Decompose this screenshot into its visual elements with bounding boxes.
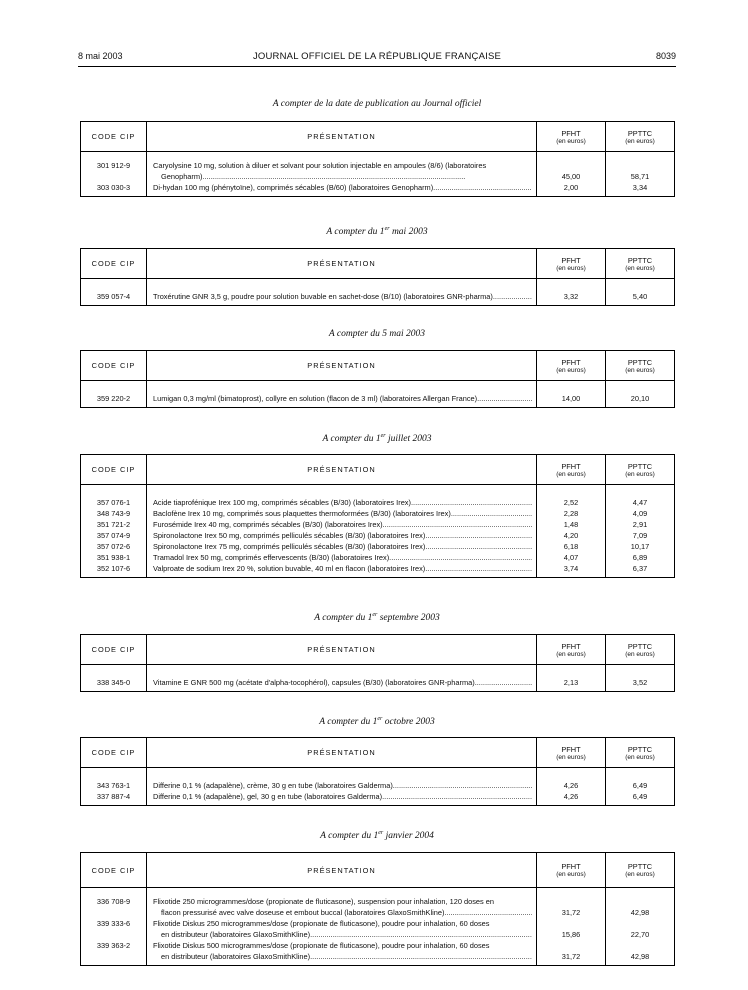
col-header-ppttc-unit: (en euros) [625, 366, 655, 374]
col-header-pfht-unit: (en euros) [556, 470, 586, 478]
col-header-ppttc-label: PPTTC [627, 128, 653, 138]
presentation-cell [147, 182, 537, 193]
section-title-sup: er [377, 716, 383, 722]
section-title-end: janvier 2004 [383, 831, 434, 842]
ppttc-value: 42,98 [606, 940, 675, 962]
col-header-code [81, 249, 147, 279]
section-title-text: A compter du 1 [320, 831, 379, 842]
cip-code: 301 912-9 [81, 160, 147, 182]
table-row [81, 182, 675, 193]
pfht-value: 2,00 [537, 182, 606, 193]
cip-code: 357 076-1 [81, 497, 147, 508]
col-header-pfht [537, 122, 606, 152]
header-journal-title: JOURNAL OFFICIEL DE LA RÉPUBLIQUE FRANÇAISE [252, 51, 502, 62]
ppttc-value: 58,71 [606, 160, 675, 182]
price-table [80, 248, 675, 306]
col-header-presentation [147, 635, 537, 665]
col-header-ppttc-label: PPTTC [627, 862, 653, 871]
col-header-ppttc [606, 853, 675, 888]
col-header-code-label: CODE CIP [91, 132, 136, 141]
col-header-presentation-label: PRÉSENTATION [307, 132, 376, 141]
ppttc-value: 4,09 [606, 508, 675, 519]
col-header-presentation-label: PRÉSENTATION [307, 748, 376, 757]
presentation-cell [147, 791, 537, 802]
section-title [78, 226, 676, 237]
cip-code: 343 763-1 [81, 780, 147, 791]
ppttc-value: 3,52 [606, 677, 675, 688]
col-header-ppttc-label: PPTTC [627, 744, 653, 754]
col-header-pfht-unit: (en euros) [556, 366, 586, 374]
col-header-code [81, 738, 147, 768]
header-rule [78, 66, 676, 67]
pfht-value: 4,20 [537, 530, 606, 541]
table-row [81, 160, 675, 182]
page-header [78, 51, 676, 65]
col-header-ppttc-unit: (en euros) [625, 137, 655, 145]
presentation-line: Flixotide Diskus 250 microgrammes/dose (propionate de fluticasone), poudre pour inhalation, 60 doses [153, 919, 490, 928]
presentation-line: Di-hydan 100 mg (phénytoïne), comprimés sécables (B/60) (laboratoires Genopharm) ..... [153, 182, 532, 193]
col-header-pfht-unit: (en euros) [556, 753, 586, 761]
presentation-line: Caryolysine 10 mg, solution à diluer et solvant pour solution injectable en ampoules (8/6) (laboratoires [153, 161, 487, 170]
ppttc-value: 6,89 [606, 552, 675, 563]
section-title [78, 612, 676, 623]
price-table [80, 634, 675, 692]
col-header-ppttc [606, 635, 675, 665]
section-title-text: A compter du 1 [314, 613, 373, 624]
header-page-number: 8039 [655, 51, 676, 61]
col-header-ppttc [606, 249, 675, 279]
table-row [81, 508, 675, 519]
presentation-cell [147, 541, 537, 552]
presentation-line: Furosémide Irex 40 mg, comprimés sécables (B/30) (laboratoires Irex) ..... [153, 519, 532, 530]
col-header-pfht-unit: (en euros) [556, 871, 586, 878]
presentation-line: Differine 0,1 % (adapalène), crème, 30 g en tube (laboratoires Galderma) ..... [153, 780, 532, 791]
cip-code: 359 057-4 [81, 291, 147, 302]
col-header-code-label: CODE CIP [91, 865, 136, 875]
cip-code: 336 708-9 [81, 896, 147, 918]
col-header-presentation [147, 351, 537, 381]
col-header-pfht-label: PFHT [561, 641, 581, 651]
pfht-value: 14,00 [537, 393, 606, 404]
presentation-cell [147, 940, 537, 962]
table-row [81, 393, 675, 404]
section-title [78, 99, 676, 109]
col-header-presentation [147, 853, 537, 888]
col-header-presentation-label: PRÉSENTATION [307, 645, 376, 654]
presentation-cell [147, 896, 537, 918]
price-table [80, 852, 675, 966]
cip-code: 357 072-6 [81, 541, 147, 552]
price-table [80, 350, 675, 408]
col-header-pfht-label: PFHT [561, 255, 581, 265]
presentation-cell [147, 918, 537, 940]
table-row [81, 541, 675, 552]
presentation-line: en distributeur (laboratoires GlaxoSmithKline) ..... [153, 951, 532, 962]
presentation-line: Valproate de sodium Irex 20 %, solution buvable, 40 ml en flacon (laboratoires Irex) ..... [153, 563, 532, 574]
section-title-text: A compter du 5 mai 2003 [328, 329, 426, 339]
col-header-code-label: CODE CIP [91, 361, 136, 370]
cip-code: 303 030-3 [81, 182, 147, 193]
ppttc-value: 22,70 [606, 918, 675, 940]
presentation-line: Baclofène Irex 10 mg, comprimés sous plaquettes thermoformées (B/30) (laboratoires Irex) ..... [153, 508, 532, 519]
section-title-sup: er [380, 433, 386, 439]
pfht-value: 31,72 [537, 896, 606, 918]
presentation-line: Troxérutine GNR 3,5 g, poudre pour solution buvable en sachet-dose (B/10) (laboratoires GNR-pharma) ..... [153, 291, 532, 302]
col-header-pfht-unit: (en euros) [556, 137, 586, 145]
section-title-end: mai 2003 [389, 227, 428, 238]
presentation-line: Vitamine E GNR 500 mg (acétate d'alpha-tocophérol), capsules (B/30) (laboratoires GNR-pharma) ..... [153, 677, 532, 688]
table-row [81, 780, 675, 791]
section-title [78, 433, 676, 444]
cip-code: 352 107-6 [81, 563, 147, 574]
section-title-sup: er [378, 830, 384, 836]
col-header-presentation-label: PRÉSENTATION [307, 465, 376, 474]
section-title-text: A compter de la date de publication au Journal officiel [272, 99, 482, 109]
table-row [81, 552, 675, 563]
cip-code: 348 743-9 [81, 508, 147, 519]
col-header-ppttc-unit: (en euros) [625, 470, 655, 478]
col-header-pfht [537, 738, 606, 768]
ppttc-value: 3,34 [606, 182, 675, 193]
presentation-line: en distributeur (laboratoires GlaxoSmithKline) ..... [153, 929, 532, 940]
col-header-pfht [537, 635, 606, 665]
col-header-code [81, 455, 147, 485]
col-header-code [81, 635, 147, 665]
section-title-sup: er [384, 226, 390, 232]
ppttc-value: 4,47 [606, 497, 675, 508]
table-row [81, 563, 675, 574]
col-header-pfht-label: PFHT [561, 744, 581, 754]
col-header-ppttc-label: PPTTC [627, 255, 653, 265]
col-header-code-label: CODE CIP [91, 465, 136, 474]
pfht-value: 2,28 [537, 508, 606, 519]
presentation-cell [147, 497, 537, 508]
col-header-ppttc-unit: (en euros) [625, 753, 655, 761]
cip-code: 339 333-6 [81, 918, 147, 940]
presentation-line: Genopharm) ..... [153, 171, 532, 182]
section-title-text: A compter du 1 [319, 717, 378, 728]
cip-code: 339 363-2 [81, 940, 147, 962]
col-header-presentation-label: PRÉSENTATION [307, 361, 376, 370]
table-row [81, 519, 675, 530]
presentation-cell [147, 291, 537, 302]
presentation-cell [147, 530, 537, 541]
header-date: 8 mai 2003 [78, 51, 123, 61]
price-table [80, 737, 675, 806]
col-header-presentation [147, 249, 537, 279]
col-header-ppttc-unit: (en euros) [625, 650, 655, 658]
presentation-line: Spironolactone Irex 50 mg, comprimés pelliculés sécables (B/30) (laboratoires Irex) ..... [153, 530, 532, 541]
col-header-pfht [537, 853, 606, 888]
ppttc-value: 10,17 [606, 541, 675, 552]
presentation-cell [147, 160, 537, 182]
table-row [81, 918, 675, 940]
col-header-pfht [537, 455, 606, 485]
cip-code: 351 721-2 [81, 519, 147, 530]
ppttc-value: 6,37 [606, 563, 675, 574]
presentation-line: Differine 0,1 % (adapalène), gel, 30 g en tube (laboratoires Galderma) ..... [153, 791, 532, 802]
col-header-ppttc [606, 122, 675, 152]
ppttc-value: 20,10 [606, 393, 675, 404]
col-header-ppttc-label: PPTTC [627, 461, 653, 471]
col-header-pfht-label: PFHT [561, 461, 581, 471]
col-header-presentation [147, 122, 537, 152]
pfht-value: 4,26 [537, 791, 606, 802]
col-header-code-label: CODE CIP [91, 748, 136, 757]
section-title-end: septembre 2003 [377, 613, 440, 624]
presentation-cell [147, 519, 537, 530]
col-header-presentation-label: PRÉSENTATION [307, 259, 376, 268]
col-header-ppttc [606, 455, 675, 485]
presentation-cell [147, 508, 537, 519]
ppttc-value: 42,98 [606, 896, 675, 918]
presentation-cell [147, 563, 537, 574]
pfht-value: 4,07 [537, 552, 606, 563]
presentation-line: flacon pressurisé avec valve doseuse et embout buccal (laboratoires GlaxoSmithKline) ..... [153, 907, 532, 918]
ppttc-value: 6,49 [606, 780, 675, 791]
col-header-code [81, 853, 147, 888]
cip-code: 359 220-2 [81, 393, 147, 404]
section-title-text: A compter du 1 [322, 434, 381, 445]
col-header-code [81, 122, 147, 152]
presentation-line: Acide tiaprofénique Irex 100 mg, comprimés sécables (B/30) (laboratoires Irex) ..... [153, 497, 532, 508]
pfht-value: 4,26 [537, 780, 606, 791]
presentation-line: Spironolactone Irex 75 mg, comprimés pelliculés sécables (B/30) (laboratoires Irex) ..... [153, 541, 532, 552]
col-header-ppttc-unit: (en euros) [625, 871, 655, 878]
col-header-code-label: CODE CIP [91, 645, 136, 654]
section-title-end: juillet 2003 [385, 434, 432, 445]
col-header-presentation-label: PRÉSENTATION [307, 865, 376, 875]
col-header-pfht-unit: (en euros) [556, 650, 586, 658]
pfht-value: 2,52 [537, 497, 606, 508]
pfht-value: 31,72 [537, 940, 606, 962]
ppttc-value: 5,40 [606, 291, 675, 302]
presentation-cell [147, 552, 537, 563]
presentation-line: Flixotide Diskus 500 microgrammes/dose (propionate de fluticasone), poudre pour inhalation, 60 doses [153, 941, 490, 950]
cip-code: 338 345-0 [81, 677, 147, 688]
presentation-cell [147, 677, 537, 688]
pfht-value: 6,18 [537, 541, 606, 552]
cip-code: 351 938-1 [81, 552, 147, 563]
ppttc-value: 6,49 [606, 791, 675, 802]
table-row [81, 791, 675, 802]
pfht-value: 3,32 [537, 291, 606, 302]
col-header-code-label: CODE CIP [91, 259, 136, 268]
section-title [78, 716, 676, 727]
col-header-presentation [147, 738, 537, 768]
col-header-ppttc-label: PPTTC [627, 641, 653, 651]
section-title-sup: er [372, 612, 378, 618]
col-header-ppttc [606, 738, 675, 768]
pfht-value: 15,86 [537, 918, 606, 940]
price-table [80, 454, 675, 578]
presentation-line: Flixotide 250 microgrammes/dose (propionate de fluticasone), suspension pour inhalation, 120 doses en [153, 897, 494, 906]
section-title [78, 329, 676, 339]
presentation-line: Tramadol Irex 50 mg, comprimés effervescents (B/30) (laboratoires Irex) ..... [153, 552, 532, 563]
pfht-value: 3,74 [537, 563, 606, 574]
table-row [81, 291, 675, 302]
section-title-end: octobre 2003 [382, 717, 435, 728]
section-title [78, 830, 676, 841]
col-header-ppttc-label: PPTTC [627, 357, 653, 367]
table-row [81, 530, 675, 541]
col-header-pfht [537, 249, 606, 279]
col-header-pfht-label: PFHT [561, 357, 581, 367]
col-header-ppttc-unit: (en euros) [625, 264, 655, 272]
col-header-pfht-label: PFHT [561, 862, 581, 871]
presentation-cell [147, 393, 537, 404]
col-header-presentation [147, 455, 537, 485]
table-row [81, 940, 675, 962]
col-header-pfht-label: PFHT [561, 128, 581, 138]
cip-code: 357 074-9 [81, 530, 147, 541]
pfht-value: 2,13 [537, 677, 606, 688]
col-header-ppttc [606, 351, 675, 381]
presentation-line: Lumigan 0,3 mg/ml (bimatoprost), collyre en solution (flacon de 3 ml) (laboratoires Allergan France) ..... [153, 393, 532, 404]
table-row [81, 896, 675, 918]
col-header-pfht-unit: (en euros) [556, 264, 586, 272]
presentation-cell [147, 780, 537, 791]
table-row [81, 497, 675, 508]
col-header-pfht [537, 351, 606, 381]
pfht-value: 45,00 [537, 160, 606, 182]
table-row [81, 677, 675, 688]
pfht-value: 1,48 [537, 519, 606, 530]
col-header-code [81, 351, 147, 381]
section-title-text: A compter du 1 [326, 227, 385, 238]
ppttc-value: 7,09 [606, 530, 675, 541]
cip-code: 337 887-4 [81, 791, 147, 802]
ppttc-value: 2,91 [606, 519, 675, 530]
price-table [80, 121, 675, 197]
